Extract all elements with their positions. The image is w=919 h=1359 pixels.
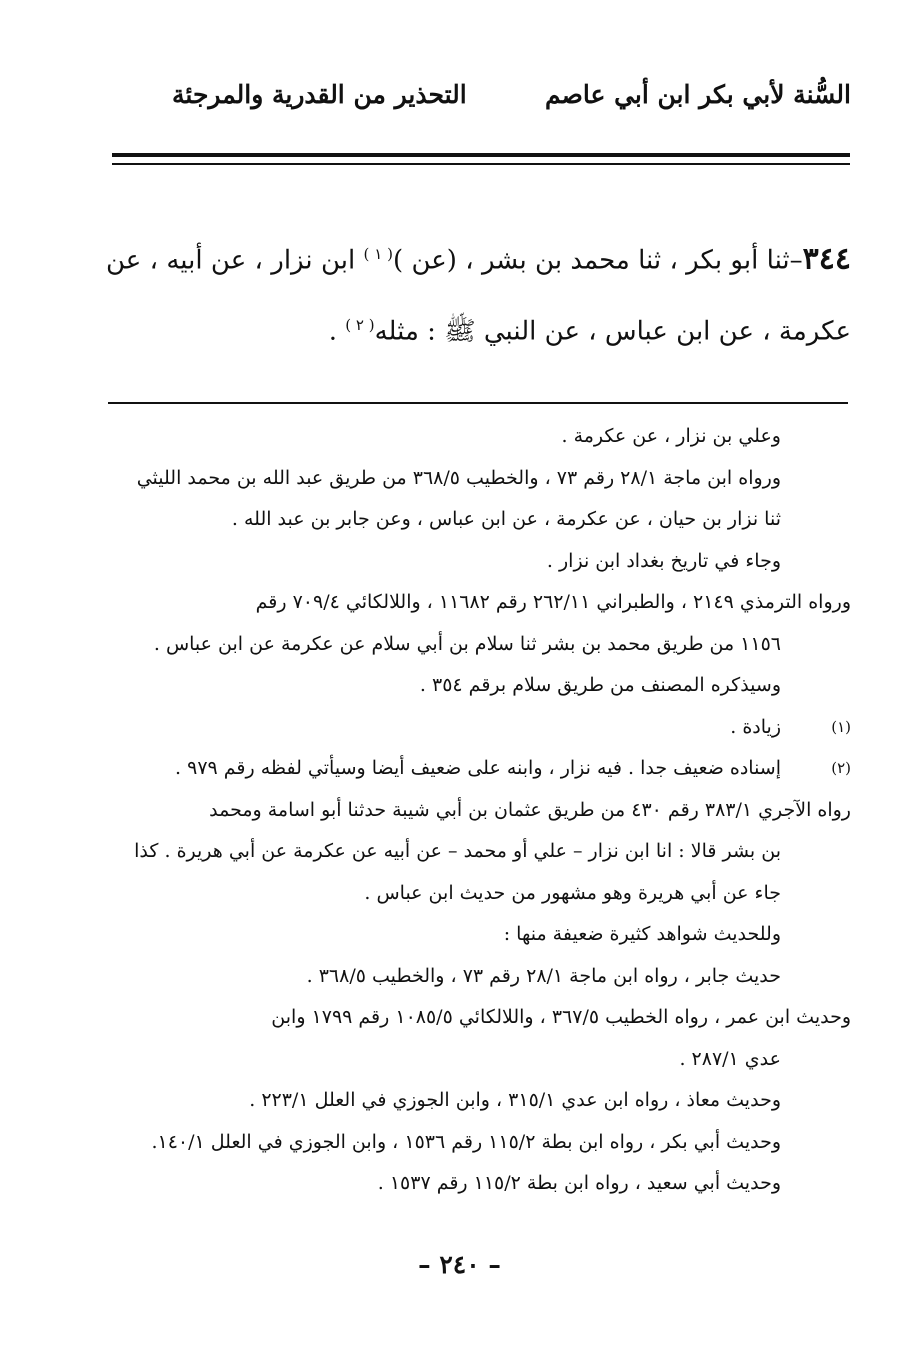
note-line: ورواه الترمذي ٢١٤٩ ، والطبراني ٢٦٢/١١ رقم ١١٦٨٢ ، واللالكائي ٧٠٩/٤ رقم	[255, 591, 851, 613]
footnote-2-marker: (٢)	[831, 759, 851, 777]
footnote-ref-1: ( ١ )	[363, 245, 393, 263]
hadith-text	[106, 222, 851, 363]
footnotes	[101, 416, 851, 1205]
footnote-1	[101, 707, 851, 749]
note-line: وحديث معاذ ، رواه ابن عدي ٣١٥/١ ، وابن الجوزي في العلل ٢٢٣/١ .	[249, 1089, 781, 1111]
footnote-1-marker: (١)	[831, 717, 851, 736]
note-line: حديث جابر ، رواه ابن ماجة ٢٨/١ رقم ٧٣ ، والخطيب ٣٦٨/٥ .	[306, 964, 781, 987]
note-line: جاء عن أبي هريرة وهو مشهور من حديث ابن عباس .	[364, 881, 781, 904]
note-line: عدي ٢٨٧/١ .	[679, 1047, 781, 1070]
note-line: ورواه ابن ماجة ٢٨/١ رقم ٧٣ ، والخطيب ٣٦٨/٥ من طريق عبد الله بن محمد الليثي	[136, 466, 781, 489]
note-line: رواه الآجري ٣٨٣/١ رقم ٤٣٠ من طريق عثمان بن أبي شيبة حدثنا أبو اسامة ومحمد	[209, 798, 851, 821]
note-line: وحديث أبي بكر ، رواه ابن بطة ١١٥/٢ رقم ١٥٣٦ ، وابن الجوزي في العلل ١٤٠/١.	[151, 1130, 781, 1153]
note-line: وسيذكره المصنف من طريق سلام برقم ٣٥٤ .	[419, 674, 781, 696]
footnote-2-line: إسناده ضعيف جدا . فيه نزار ، وابنه على ضعيف أيضا وسيأتي لفظه رقم ٩٧٩ .	[175, 757, 781, 779]
hadith-number: ٣٤٤	[802, 241, 852, 277]
book-title-header: السُّنة لأبي بكر ابن أبي عاصم	[544, 80, 851, 109]
note-line: وللحديث شواهد كثيرة ضعيفة منها :	[503, 923, 781, 945]
note-line: بن بشر قالا : انا ابن نزار – علي أو محمد – عن أبيه عن عكرمة عن أبي هريرة . كذا	[134, 840, 781, 862]
note-line: وجاء في تاريخ بغداد ابن نزار .	[546, 549, 781, 572]
hadith-text-part1: –ثنا أبو بكر ، ثنا محمد بن بشر ، (عن )	[392, 245, 803, 276]
footnote-separator	[108, 402, 848, 404]
hadith-text-part2: ابن نزار ، عن أبيه ، عن عكرمة ، عن ابن عباس ، عن النبي ﷺ : مثله	[106, 245, 851, 347]
chapter-title-header: التحذير من القدرية والمرجئة	[172, 80, 467, 109]
footnote-2	[101, 748, 851, 790]
footnote-1-text: زيادة .	[730, 715, 781, 738]
note-line: وعلي بن نزار ، عن عكرمة .	[561, 425, 781, 447]
header-rule-thick	[112, 153, 850, 157]
note-line: وحديث ابن عمر ، رواه الخطيب ٣٦٧/٥ ، واللالكائي ١٠٨٥/٥ رقم ١٧٩٩ وابن	[271, 1006, 851, 1028]
footnote-ref-2: ( ٢ )	[345, 315, 375, 334]
note-line: ١١٥٦ من طريق محمد بن بشر ثنا سلام بن أبي سلام عن عكرمة عن ابن عباس .	[153, 632, 781, 655]
note-line: ثنا نزار بن حيان ، عن عكرمة ، عن ابن عباس ، وعن جابر بن عبد الله .	[231, 508, 781, 530]
header-rule-thin	[112, 163, 850, 165]
hadith-text-part3: .	[328, 316, 346, 347]
page-number: – ٢٤٠ –	[418, 1250, 501, 1279]
note-line: وحديث أبي سعيد ، رواه ابن بطة ١١٥/٢ رقم ١٥٣٧ .	[377, 1172, 781, 1194]
